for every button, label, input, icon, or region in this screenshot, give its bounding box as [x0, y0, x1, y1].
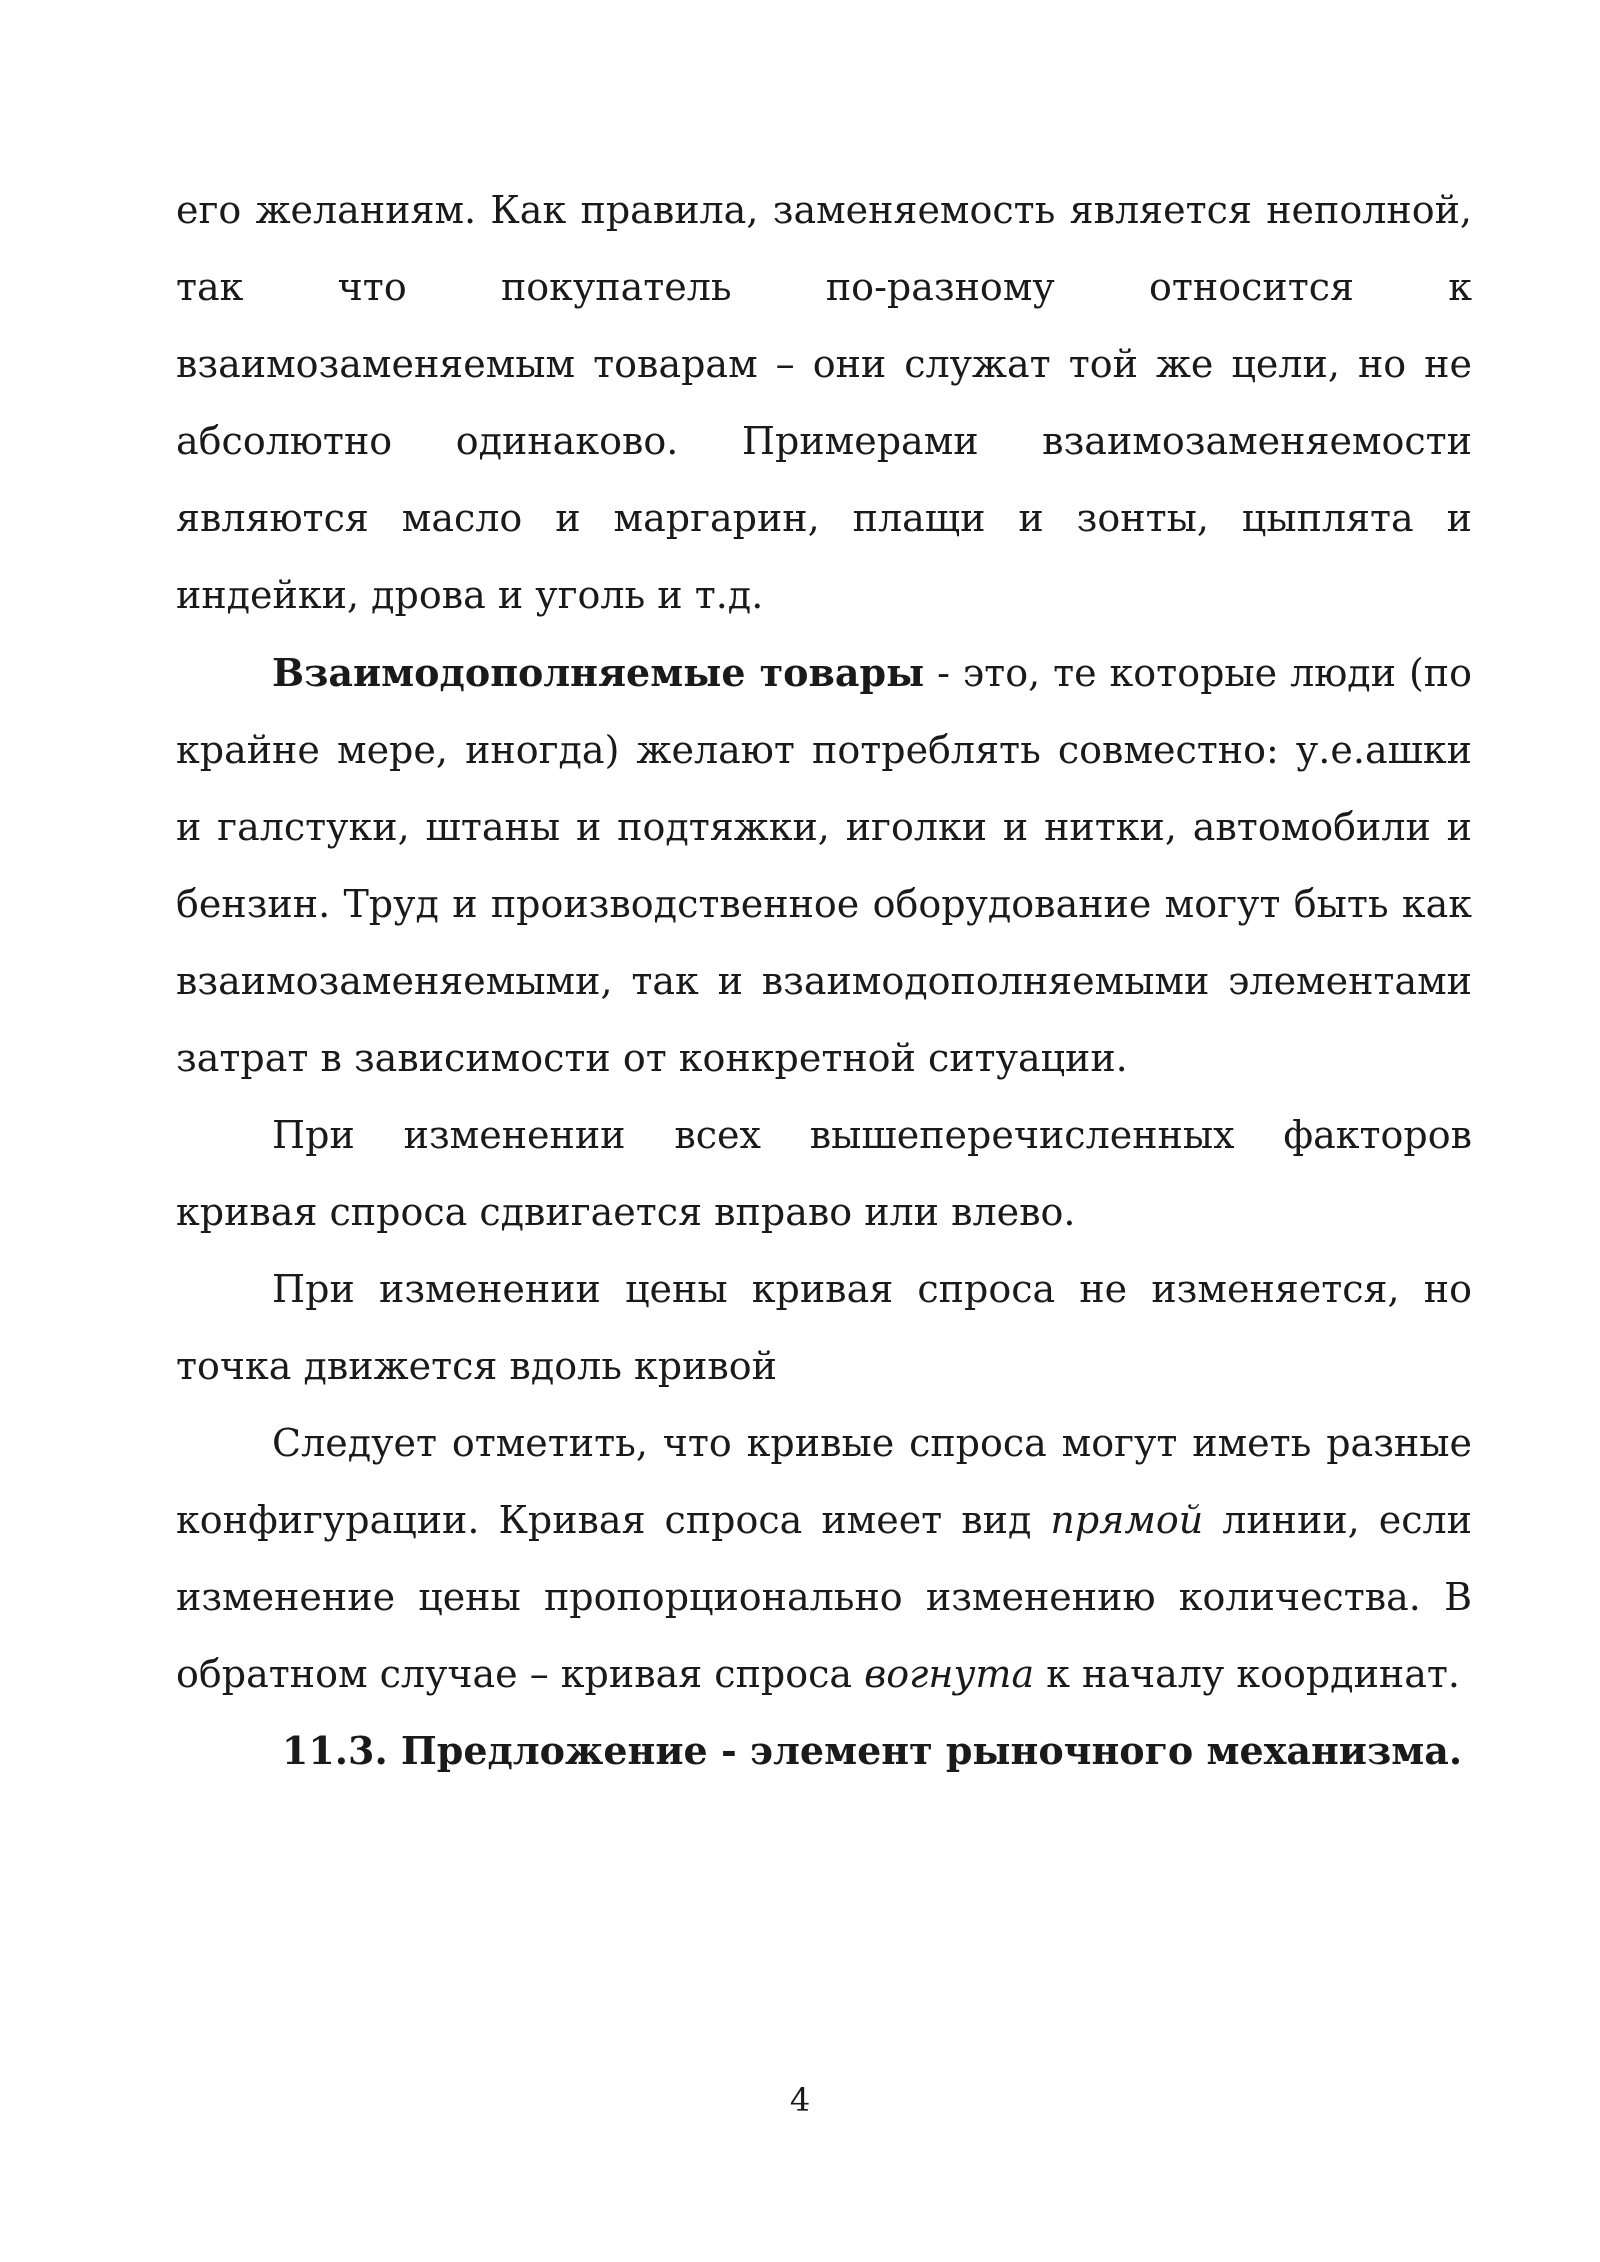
curve-text-c: к началу координат. [1034, 1652, 1460, 1696]
section-heading: 11.3. Предложение - элемент рыночного механизма. [281, 1728, 1463, 1773]
paragraph-price-change: При изменении цены кривая спроса не изменяется, но точка движется вдоль кривой [176, 1267, 1472, 1388]
curve-text-b: линии, если изменение цены пропорционально изменению количества. В обратном случае – кривая спроса [176, 1498, 1472, 1696]
paragraph-curve-configurations [176, 1405, 1472, 1713]
emphasis-straight: прямой [1050, 1498, 1204, 1542]
body-text [176, 172, 1472, 1713]
emphasis-concave: вогнута [864, 1652, 1035, 1696]
paragraph-substitutes-continued: его желаниям. Как правила, заменяемость является неполной, так что покупатель по-разному относится к взаимозаменяемым товарам – они служат той же цели, но не абсолютно одинаково. Примерами взаимозаменяемости являются масло и маргарин, плащи и зонты, цыплята и индейки, дрова и уголь и т.д. [176, 188, 1472, 617]
paragraph-complementary-goods [176, 634, 1472, 1097]
paragraph-complementary-goods-text: - это, те которые люди (по крайне мере, иногда) желают потреблять совместно: у.е.ашки и галстуки, штаны и подтяжки, иголки и нитки, автомобили и бензин. Труд и производственное оборудование могут быть как взаимозаменяемыми, так и взаимодополняемыми элементами затрат в зависимости от конкретной ситуации. [176, 651, 1472, 1080]
term-complementary-goods: Взаимодополняемые товары [272, 650, 925, 695]
curve-text-a: Следует отметить, что кривые спроса могут иметь разные конфигурации. Кривая спроса имеет вид [176, 1421, 1472, 1542]
paragraph-demand-shift: При изменении всех вышеперечисленных факторов кривая спроса сдвигается вправо или влево. [176, 1113, 1472, 1234]
page-number: 4 [789, 2081, 811, 2119]
